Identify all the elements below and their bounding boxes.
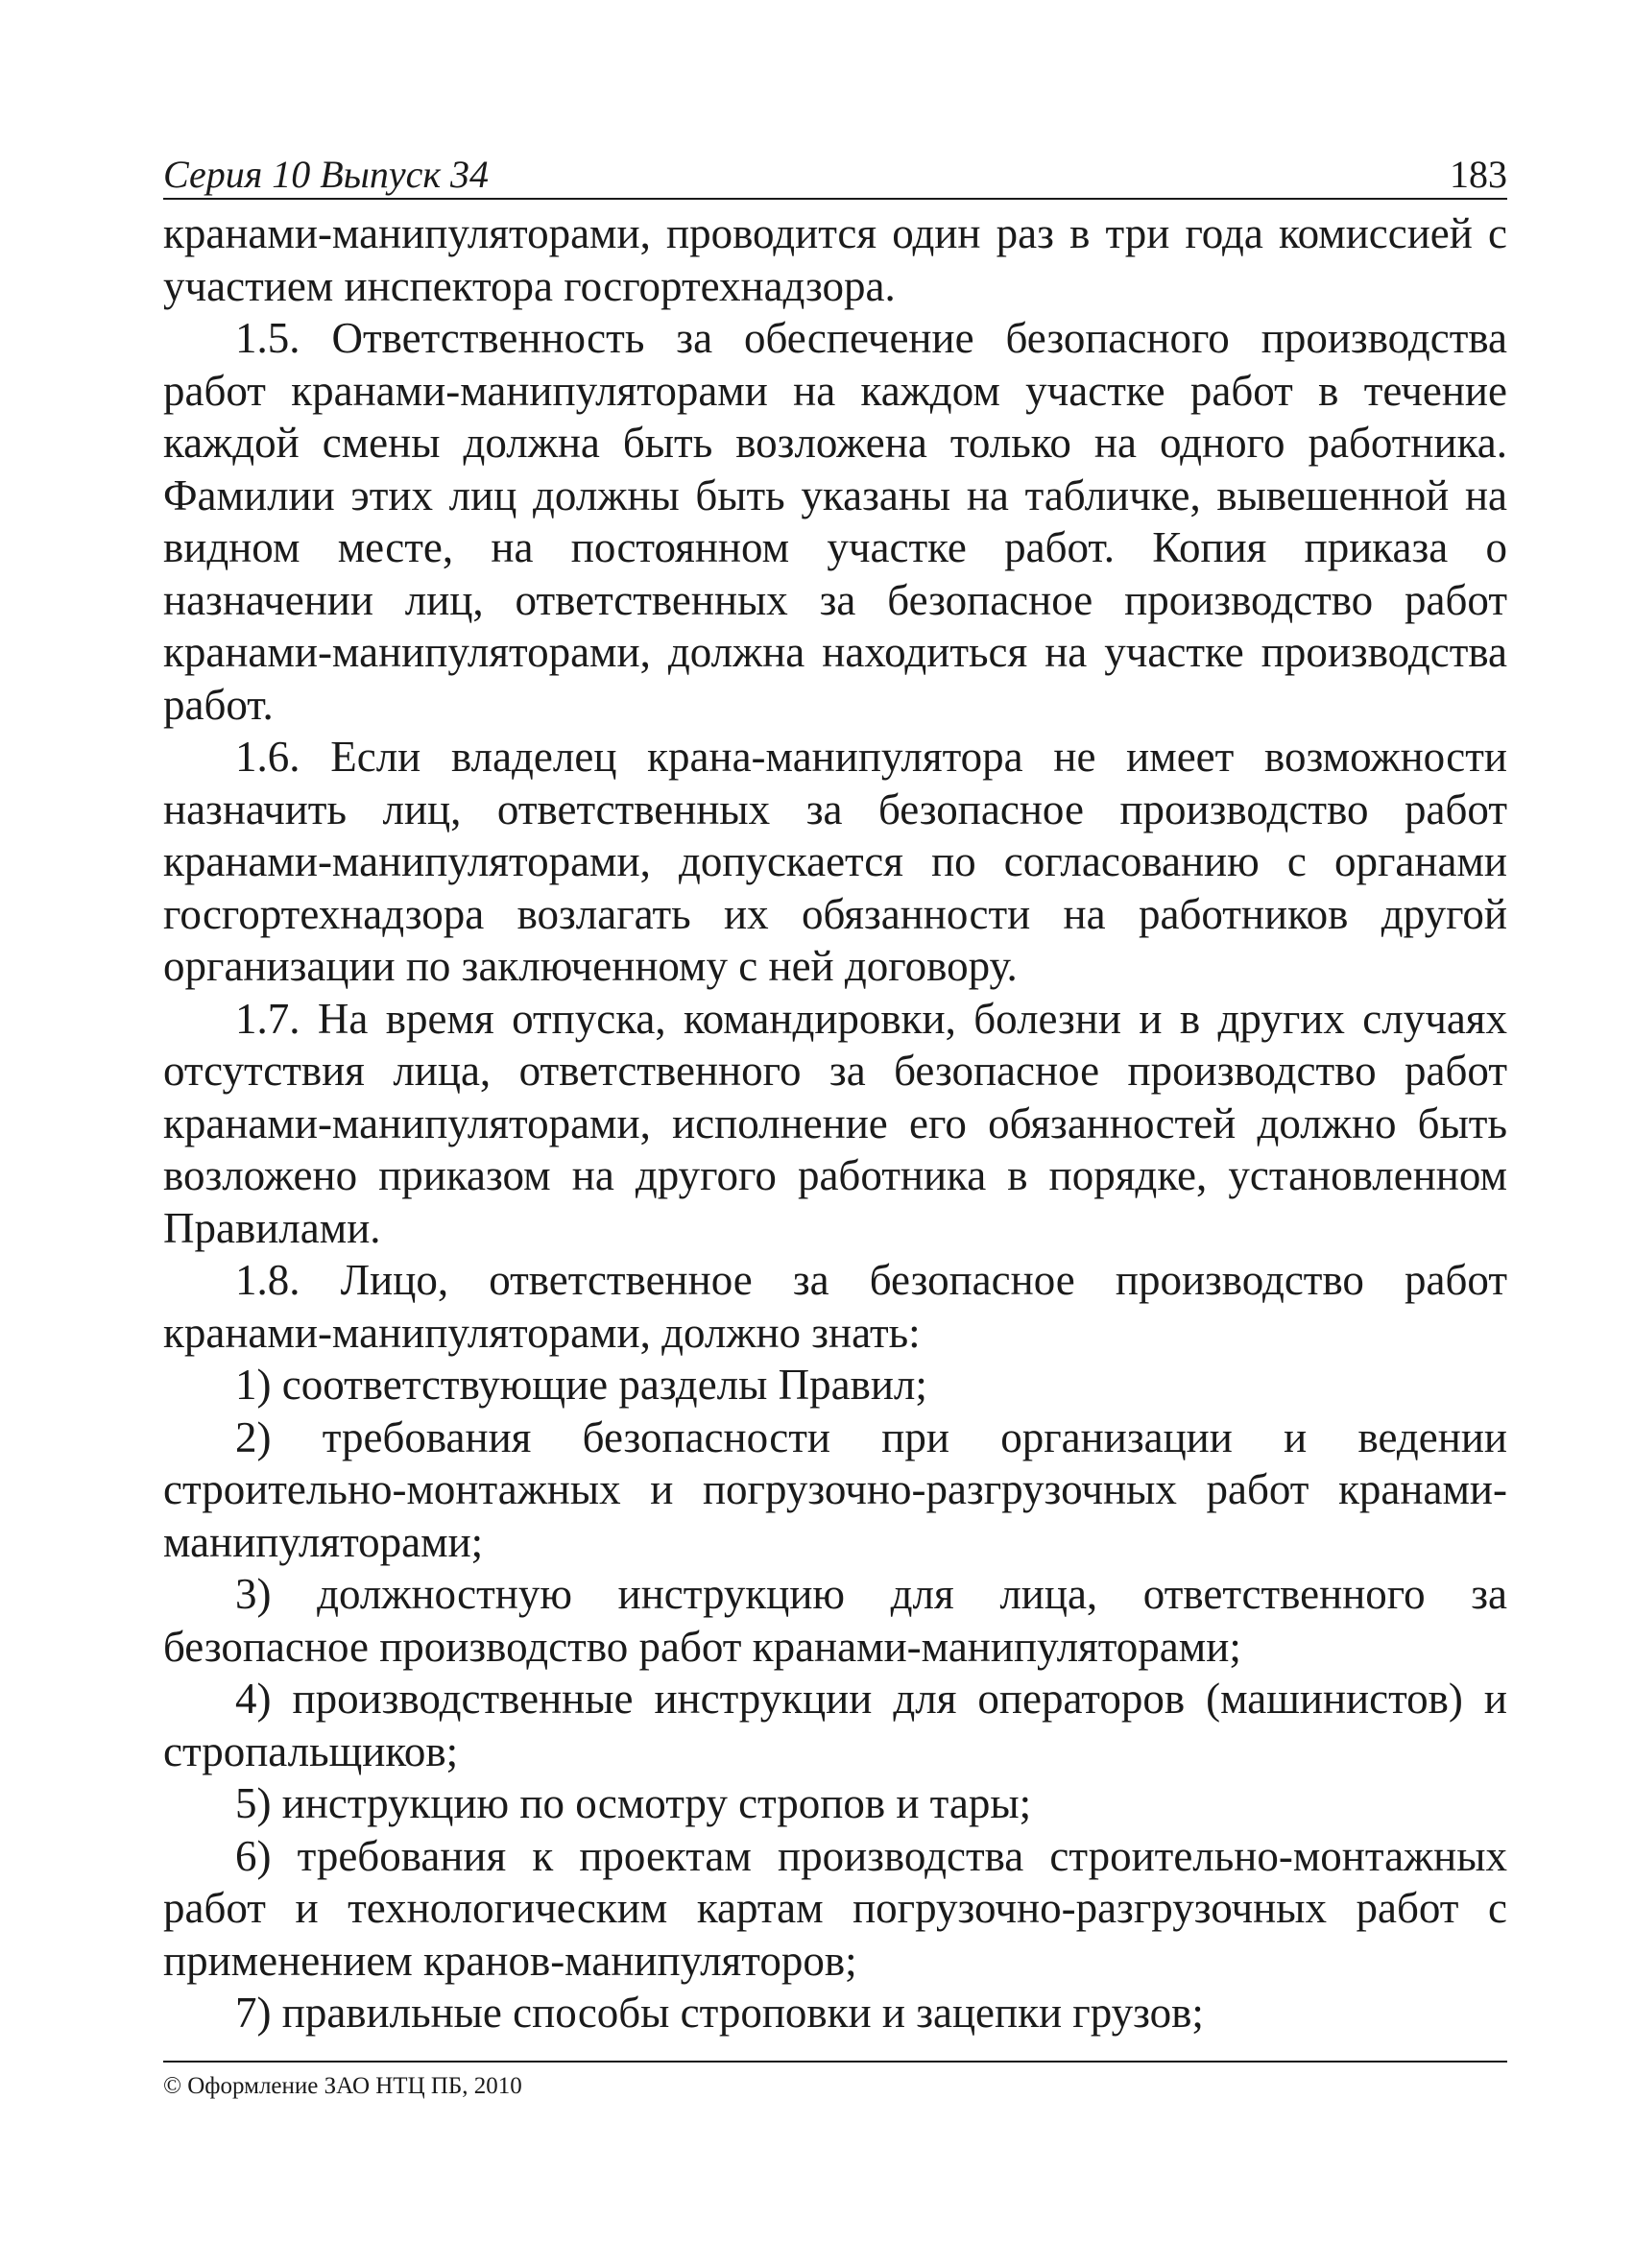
paragraph-1-6: 1.6. Если владелец крана-манипулятора не имеет возможности назначить лиц, ответственных за безопасное производство работ кранами-манипуляторами, допускается по согласованию с органами госгортехнадзора возлагать их обязанности на работников другой организации по заключенному с ней договору. (163, 733, 1507, 990)
paragraph-1-8: 1.8. Лицо, ответственное за безопасное производство работ кранами-манипуляторами, должно знать: (163, 1256, 1507, 1357)
list-item-3: 3) должностную инструкцию для лица, ответственного за безопасное производство работ кранами-манипуляторами; (163, 1570, 1507, 1671)
paragraph-1-5: 1.5. Ответственность за обеспечение безопасного производства работ кранами-манипуляторами на каждом участке работ в течение каждой смены должна быть возложена только на одного работника. Фамилии этих лиц должны быть указаны на табличке, вывешенной на видном месте, на постоянном участке работ. Копия приказа о назначении лиц, ответственных за безопасное производство работ кранами-манипуляторами, должна находиться на участке производства работ. (163, 314, 1507, 729)
copyright-notice: © Оформление ЗАО НТЦ ПБ, 2010 (163, 2073, 522, 2099)
page-footer (163, 2061, 1507, 2098)
running-header (163, 144, 1507, 200)
list-item-7: 7) правильные способы строповки и зацепки грузов; (235, 1989, 1204, 2037)
list-item-2: 2) требования безопасности при организации и ведении строительно-монтажных и погрузочно-разгрузочных работ кранами-манипуляторами; (163, 1412, 1507, 1566)
series-title: Серия 10 Выпуск 34 (163, 153, 490, 196)
paragraph-continuation: кранами-манипуляторами, проводится один раз в три года комиссией с участием инспектора госгортехнадзора. (163, 209, 1507, 310)
document-page (163, 144, 1507, 2160)
list-item-5: 5) инструкцию по осмотру стропов и тары; (235, 1779, 1032, 1827)
paragraph-1-7: 1.7. На время отпуска, командировки, болезни и в других случаях отсутствия лица, ответственного за безопасное производство работ кранами-манипуляторами, исполнение его обязанностей должно быть возложено приказом на другого работника в порядке, установленном Правилами. (163, 994, 1507, 1252)
list-item-1: 1) соответствующие разделы Правил; (235, 1361, 927, 1409)
page-number: 183 (1450, 153, 1507, 196)
body-text (163, 207, 1507, 2039)
list-item-4: 4) производственные инструкции для операторов (машинистов) и стропальщиков; (163, 1675, 1507, 1775)
list-item-6: 6) требования к проектам производства строительно-монтажных работ и технологическим картам погрузочно-разгрузочных работ с применением кранов-манипуляторов; (163, 1831, 1507, 1985)
